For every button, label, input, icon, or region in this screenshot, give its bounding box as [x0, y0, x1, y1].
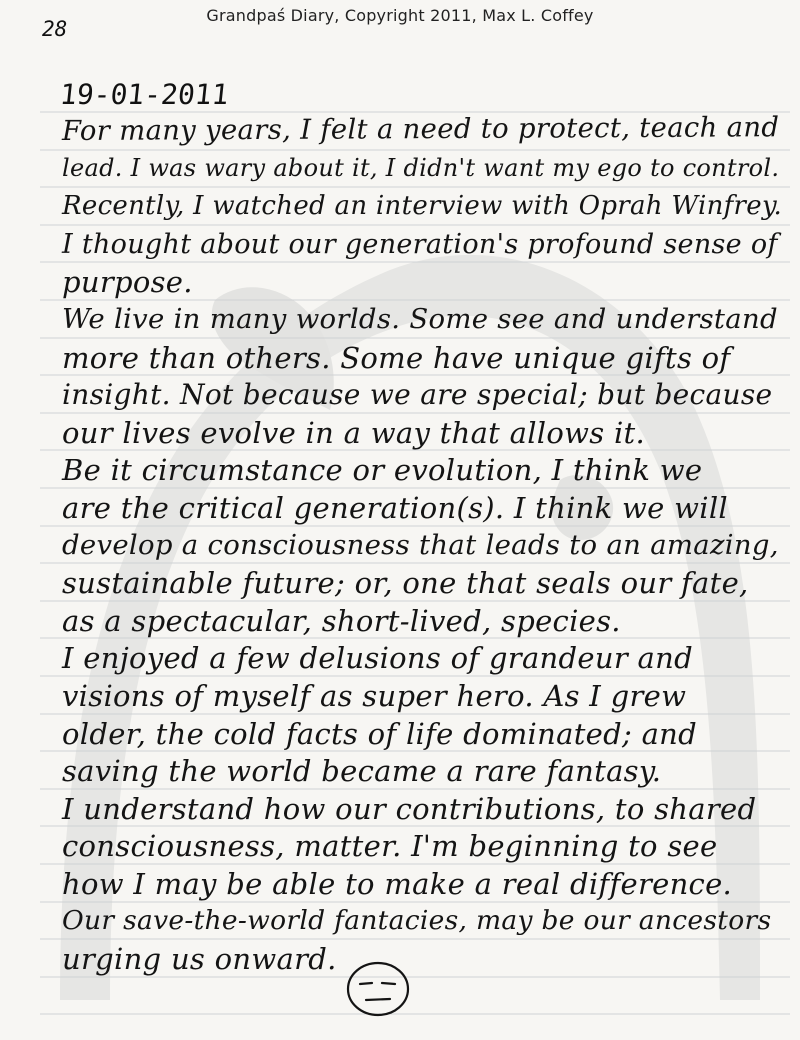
text-line: develop a consciousness that leads to an amazing, [62, 529, 779, 561]
text-line: more than others. Some have unique gifts of [62, 341, 731, 375]
smiley-face-drawing-icon [345, 960, 411, 1018]
text-line: I enjoyed a few delusions of grandeur and [62, 641, 693, 675]
text-line: For many years, I felt a need to protect, teach and [61, 111, 780, 147]
text-line: I thought about our generation's profound sense of [62, 229, 778, 260]
text-line: how I may be able to make a real difference. [62, 867, 733, 901]
text-line: our lives evolve in a way that allows it. [62, 416, 646, 450]
text-line: older, the cold facts of life dominated; and [62, 717, 698, 751]
text-line: saving the world became a rare fantasy. [62, 754, 662, 788]
text-line: sustainable future; or, one that seals our fate, [62, 566, 749, 600]
text-line: as a spectacular, short-lived, species. [62, 604, 621, 638]
text-line: Our save-the-world fantacies, may be our ancestors [62, 905, 772, 936]
text-line: Recently, I watched an interview with Oprah Winfrey. [62, 191, 783, 221]
text-line: are the critical generation(s). I think we will [62, 491, 729, 525]
text-line: visions of myself as super hero. As I grew [62, 679, 687, 713]
text-line: insight. Not because we are special; but because [62, 378, 773, 411]
text-line: Be it circumstance or evolution, I think we [62, 453, 703, 487]
text-line: I understand how our contributions, to shared [62, 792, 757, 826]
text-line: lead. I was wary about it, I didn't want my ego to control. [62, 154, 780, 182]
entry-date: 19-01-2011 [58, 78, 231, 111]
text-line: We live in many worlds. Some see and understand [62, 303, 778, 335]
text-line: purpose. [62, 265, 193, 299]
text-line: urging us onward. [62, 942, 337, 976]
page-header: Grandpaś Diary, Copyright 2011, Max L. Coffey [206, 6, 594, 25]
text-line: consciousness, matter. I'm beginning to see [62, 829, 718, 863]
page-number: 28 [42, 17, 68, 41]
